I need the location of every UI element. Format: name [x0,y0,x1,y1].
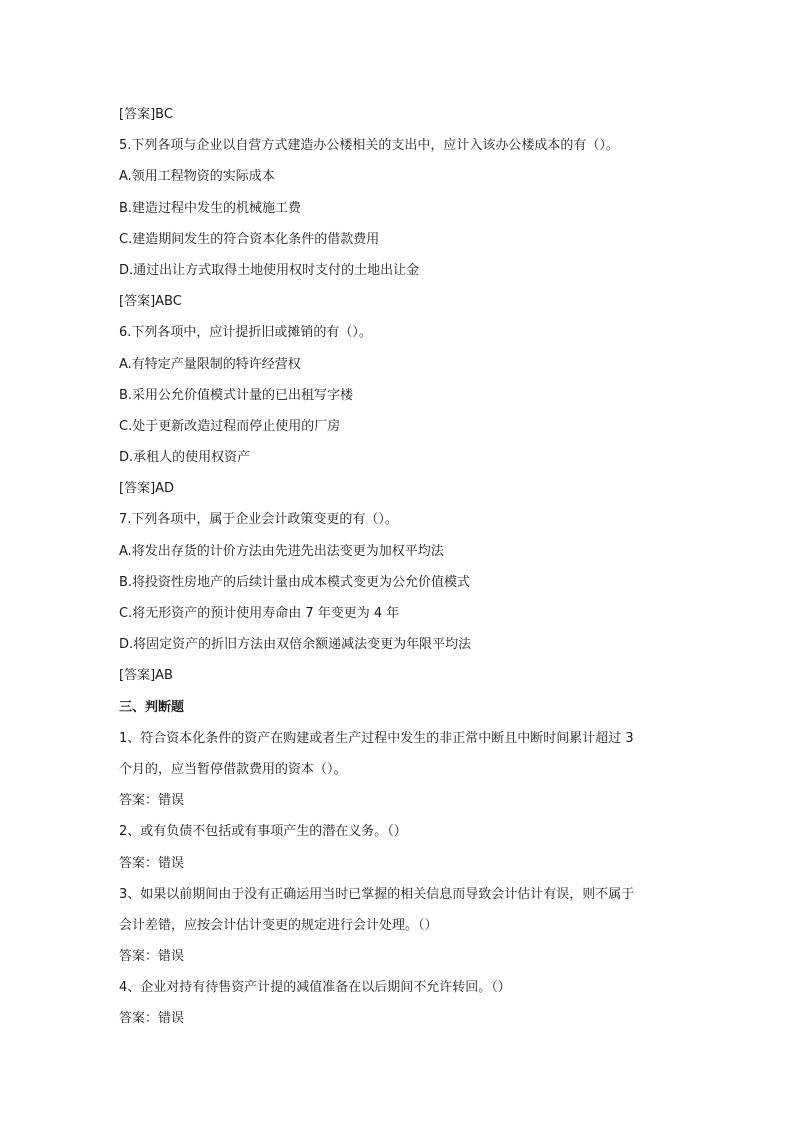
option-line: A.有特定产量限制的特许经营权 [119,356,301,372]
option-line: B.采用公允价值模式计量的已出租写字楼 [119,387,354,403]
answer-line: [答案]AD [119,481,175,497]
judgment-question-3-cont: 会计差错，应按会计估计变更的规定进行会计处理。（） [119,917,438,933]
option-line: B.将投资性房地产的后续计量由成本模式变更为公允价值模式 [119,574,471,590]
answer-line: [答案]ABC [119,294,182,310]
question-5: 5.下列各项与企业以自营方式建造办公楼相关的支出中，应计入该办公楼成本的有（）。 [119,138,619,154]
answer-line: 答案：错误 [119,949,185,965]
option-line: C.处于更新改造过程而停止使用的厂房 [119,418,341,434]
option-line: D.通过出让方式取得土地使用权时支付的土地出让金 [119,262,420,278]
option-line: C.建造期间发生的符合资本化条件的借款费用 [119,231,380,247]
section-heading: 三、判断题 [119,699,185,715]
judgment-question-3: 3、如果以前期间由于没有正确运用当时已掌握的相关信息而导致会计估计有误，则不属于 [119,886,635,902]
question-7: 7.下列各项中，属于企业会计政策变更的有（）。 [119,512,398,528]
option-line: A.领用工程物资的实际成本 [119,169,275,185]
option-line: C.将无形资产的预计使用寿命由 7 年变更为 4 年 [119,606,400,621]
answer-line: 答案：错误 [119,1011,185,1027]
judgment-question-1-cont: 个月的，应当暂停借款费用的资本（）。 [119,761,347,777]
document-page [119,99,679,1035]
option-line: D.承租人的使用权资产 [119,450,251,466]
judgment-question-2: 2、或有负债不包括或有事项产生的潜在义务。（） [119,824,407,840]
judgment-question-1: 1、符合资本化条件的资产在购建或者生产过程中发生的非正常中断且中断时间累计超过 3 [119,730,634,746]
judgment-question-4: 4、企业对持有待售资产计提的减值准备在以后期间不允许转回。（） [119,980,511,996]
answer-line: 答案：错误 [119,855,185,871]
question-6: 6.下列各项中，应计提折旧或摊销的有（）。 [119,325,372,341]
answer-line: [答案]BC [119,107,173,122]
answer-line: [答案]AB [119,668,173,684]
answer-line: 答案：错误 [119,793,185,809]
option-line: A.将发出存货的计价方法由先进先出法变更为加权平均法 [119,543,444,559]
option-line: D.将固定资产的折旧方法由双倍余额递减法变更为年限平均法 [119,637,472,653]
option-line: B.建造过程中发生的机械施工费 [119,200,302,216]
